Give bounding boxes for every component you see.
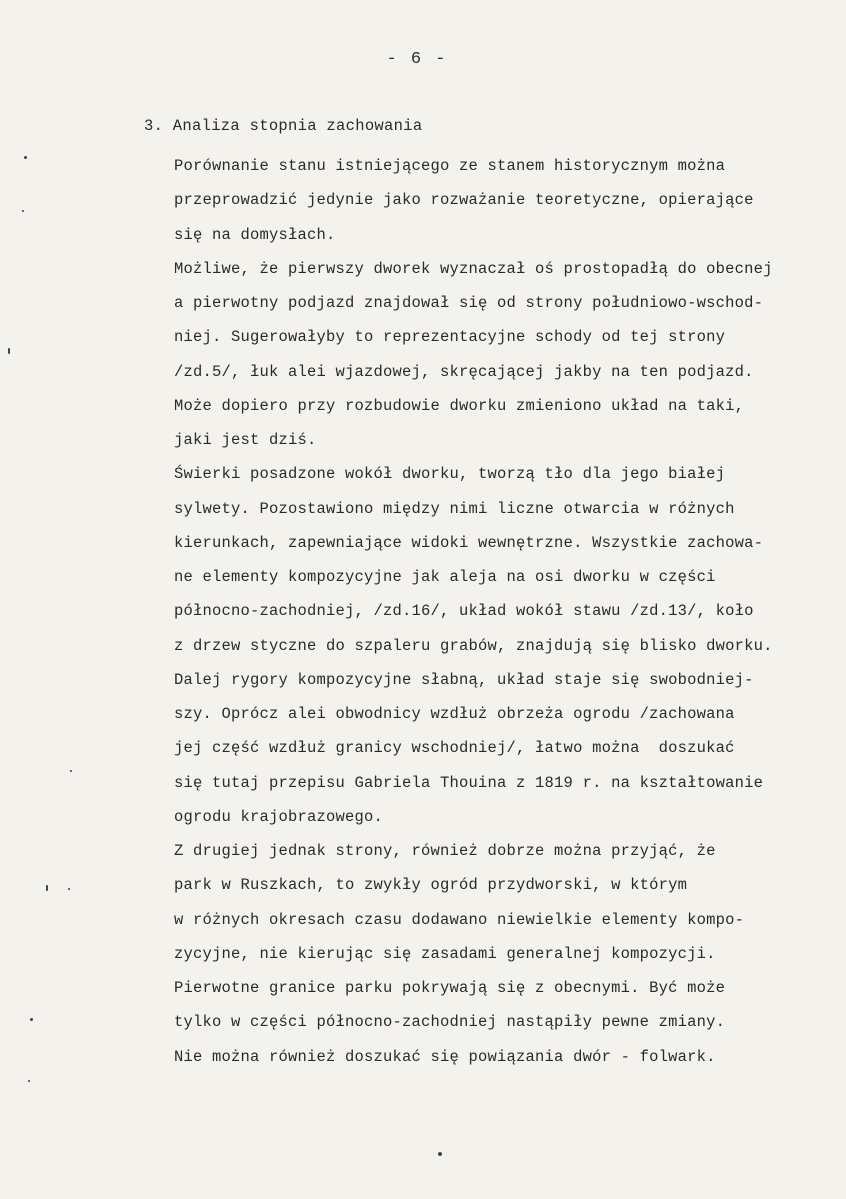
- text-line: tylko w części północno-zachodniej nastąpiły pewne zmiany.: [174, 1013, 726, 1032]
- text-line: ogrodu krajobrazowego.: [174, 807, 384, 826]
- text-line: się na domysłach.: [174, 225, 336, 244]
- text-line: Nie można również doszukać się powiązania dwór - folwark.: [174, 1047, 716, 1066]
- text-line: w różnych okresach czasu dodawano niewielkie elementy kompo-: [174, 910, 745, 929]
- scan-speck: [8, 348, 10, 354]
- text-line: Porównanie stanu istniejącego ze stanem historycznym można: [174, 157, 726, 175]
- text-line: niej. Sugerowałyby to reprezentacyjne schody od tej strony: [174, 328, 726, 347]
- text-line: Z drugiej jednak strony, również dobrze można przyjąć, że: [174, 842, 716, 860]
- scan-speck: [46, 885, 48, 891]
- scan-speck: [28, 1080, 30, 1082]
- scan-speck: [68, 888, 70, 890]
- text-line: sylwety. Pozostawiono między nimi liczne otwarcia w różnych: [174, 499, 735, 518]
- text-line: Pierwotne granice parku pokrywają się z obecnymi. Być może: [174, 979, 726, 997]
- text-line: /zd.5/, łuk alei wjazdowej, skręcającej jakby na ten podjazd.: [174, 362, 754, 381]
- text-line: a pierwotny podjazd znajdował się od strony południowo-wschod-: [174, 294, 764, 312]
- scan-speck: [30, 1018, 33, 1021]
- text-line: park w Ruszkach, to zwykły ogród przydworski, w którym: [174, 876, 688, 895]
- text-line: jej część wzdłuż granicy wschodniej/, łatwo można doszukać: [174, 739, 735, 758]
- text-line: z drzew styczne do szpaleru grabów, znajdują się blisko dworku.: [174, 636, 773, 655]
- text-line: Dalej rygory kompozycyjne słabną, układ staje się swobodniej-: [174, 670, 754, 689]
- text-line: przeprowadzić jedynie jako rozważanie teoretyczne, opierające: [174, 191, 754, 210]
- scan-speck: [438, 1152, 442, 1156]
- text-line: zycyjne, nie kierując się zasadami generalnej kompozycji.: [174, 944, 716, 963]
- text-line: się tutaj przepisu Gabriela Thouina z 1819 r. na kształtowanie: [174, 773, 764, 792]
- text-line: kierunkach, zapewniające widoki wewnętrzne. Wszystkie zachowa-: [174, 533, 764, 552]
- text-line: północno-zachodniej, /zd.16/, układ wokół stawu /zd.13/, koło: [174, 602, 754, 621]
- text-line: Świerki posadzone wokół dworku, tworzą tło dla jego białej: [174, 465, 726, 484]
- text-line: jaki jest dziś.: [174, 431, 317, 449]
- text-line: szy. Oprócz alei obwodnicy wzdłuż obrzeża ogrodu /zachowana: [174, 705, 735, 723]
- scan-speck: [24, 156, 27, 159]
- text-line: Może dopiero przy rozbudowie dworku zmieniono układ na taki,: [174, 396, 745, 415]
- page-number: - 6 -: [386, 50, 448, 69]
- body-text: [174, 149, 824, 1074]
- text-line: Możliwe, że pierwszy dworek wyznaczał oś prostopadłą do obecnej: [174, 259, 773, 278]
- text-line: ne elementy kompozycyjne jak aleja na osi dworku w części: [174, 568, 716, 586]
- scan-speck: [22, 210, 24, 212]
- scan-speck: [70, 770, 72, 772]
- section-title: 3. Analiza stopnia zachowania: [144, 117, 423, 135]
